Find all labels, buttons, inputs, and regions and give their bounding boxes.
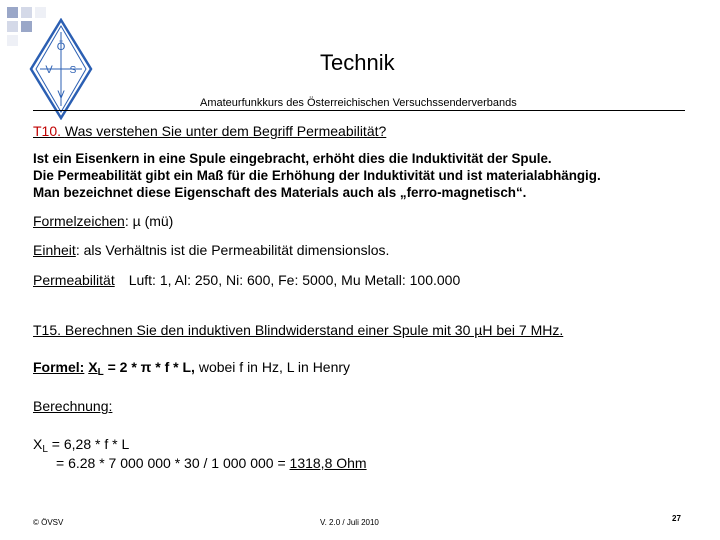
formelzeichen-label: Formelzeichen [33,213,125,229]
footer-copyright: © ÖVSV [33,518,64,527]
formel-line [33,359,350,378]
svg-text:Ö: Ö [56,41,66,53]
page-number: 27 [672,514,681,523]
berechnung-label: Berechnung: [33,398,113,414]
question-t15: T15. Berechnen Sie den induktiven Blindwiderstand einer Spule mit 30 µH bei 7 MHz. [33,322,564,338]
decor-square [7,7,18,18]
berechnung-steps: = 6.28 * 7 000 000 * 30 / 1 000 000 = [56,455,290,471]
berechnung-line-2 [56,455,367,471]
einheit-line [33,242,389,258]
berechnung-formula: = 6,28 * f * L [47,436,130,452]
decor-square [21,7,32,18]
formel-subscript: L [97,367,104,378]
berechnung-x: X [33,436,43,452]
question-number: T10. [33,123,62,139]
oevsv-logo [28,18,94,120]
berechnung-subscript: L [42,444,48,455]
page-title: Technik [320,50,395,75]
formel-label: Formel: [33,359,85,375]
svg-text:V: V [45,64,53,76]
permeabilitaet-line [33,272,460,288]
answer-line: Ist ein Eisenkern in eine Spule eingebracht, erhöht dies die Induktivität der Spule. [33,151,552,166]
svg-text:S: S [69,65,77,76]
permeabilitaet-values: Luft: 1, Al: 250, Ni: 600, Fe: 5000, Mu Metall: 100.000 [128,272,461,288]
question-text: Was verstehen Sie unter dem Begriff Permeabilität? [64,123,387,139]
berechnung-line-1 [33,436,129,455]
einheit-value: : als Verhältnis ist die Permeabilität dimensionslos. [75,242,390,258]
question-t10 [33,123,386,139]
formelzeichen-line [33,213,173,229]
footer-version: V. 2.0 / Juli 2010 [320,518,379,527]
page-subtitle: Amateurfunkkurs des Österreichischen Versuchssenderverbands [200,97,517,109]
decor-square [35,7,46,18]
svg-text:V: V [57,89,65,101]
formelzeichen-value: : µ (mü) [124,213,174,229]
berechnung-result: 1318,8 Ohm [289,455,367,471]
formel-expression: = 2 * π * f * L, [103,359,195,375]
formel-x: X [88,359,98,375]
decor-square [7,35,18,46]
header-divider [33,110,685,111]
answer-line: Die Permeabilität gibt ein Maß für die Erhöhung der Induktivität und ist materialabhängig. [33,168,601,183]
answer-line: Man bezeichnet diese Eigenschaft des Materials auch als „ferro-magnetisch“. [33,185,527,200]
formel-note: wobei f in Hz, L in Henry [194,359,351,375]
answer-paragraph [33,150,601,201]
einheit-label: Einheit [33,242,76,258]
permeabilitaet-label: Permeabilität [33,272,115,288]
decor-square [7,21,18,32]
